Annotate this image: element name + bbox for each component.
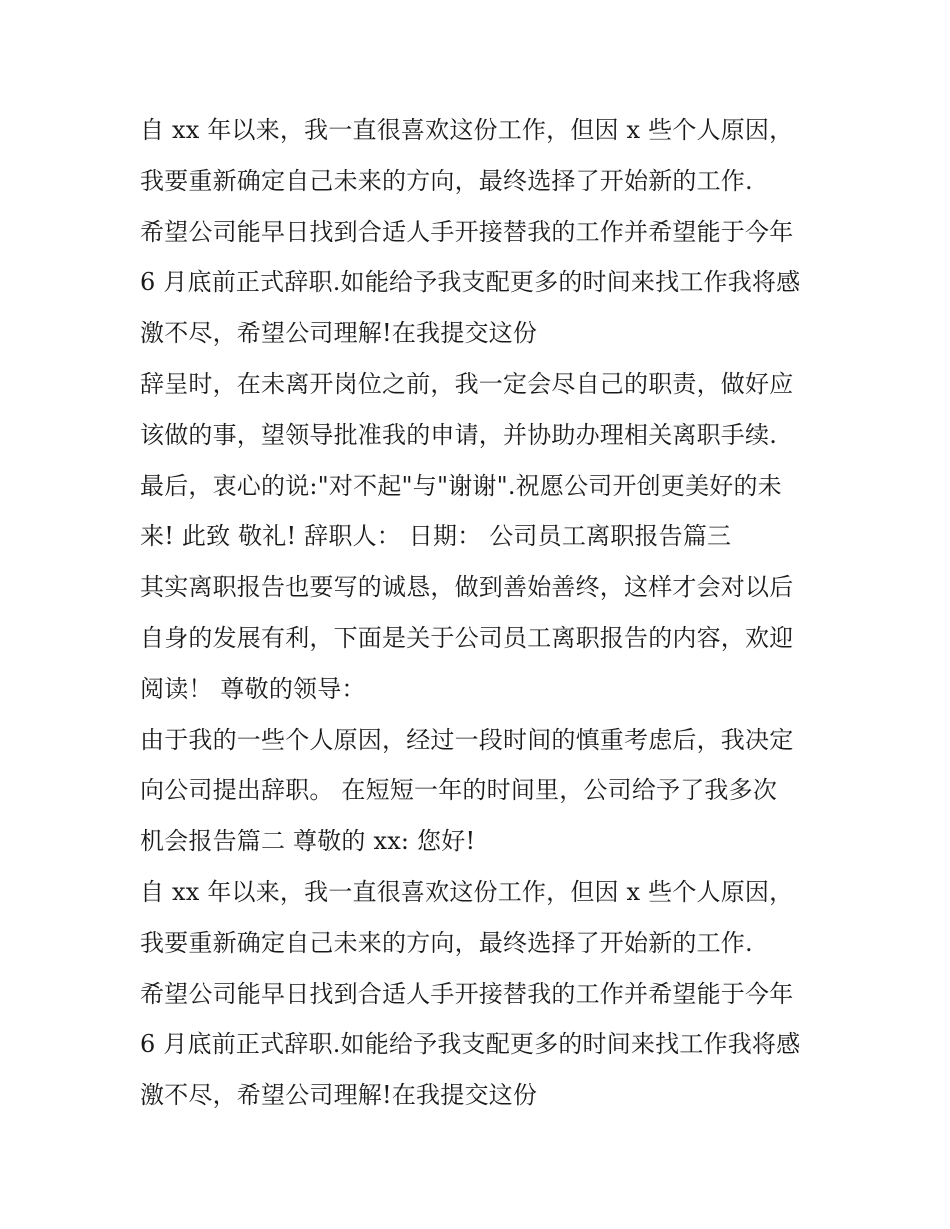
text-line: 6 月底前正式辞职.如能给予我支配更多的时间来找工作我将感 bbox=[140, 268, 801, 297]
text-line: 该做的事，望领导批准我的申请，并协助办理相关离职手续. bbox=[140, 420, 778, 449]
text-line: 我要重新确定自己未来的方向，最终选择了开始新的工作. bbox=[140, 166, 753, 195]
text-line: 来! 此致 敬礼! 辞职人： 日期： 公司员工离职报告篇三 bbox=[140, 522, 732, 551]
text-line: 激不尽，希望公司理解!在我提交这份 bbox=[140, 1081, 538, 1110]
text-line: 阅读！ 尊敬的领导： bbox=[140, 674, 366, 703]
text-line: 向公司提出辞职。 在短短一年的时间里，公司给予了我多次 bbox=[140, 776, 778, 805]
text-line: 最后，衷心的说:"对不起"与"谢谢".祝愿公司开创更美好的未 bbox=[140, 471, 782, 500]
text-line: 自 xx 年以来，我一直很喜欢这份工作，但因 x 些个人原因， bbox=[140, 877, 794, 906]
text-line: 希望公司能早日找到合适人手开接替我的工作并希望能于今年 bbox=[140, 979, 794, 1008]
text-line: 机会报告篇二 尊敬的 xx: 您好! bbox=[140, 827, 476, 856]
text-line: 其实离职报告也要写的诚恳，做到善始善终，这样才会对以后 bbox=[140, 573, 794, 602]
text-line: 希望公司能早日找到合适人手开接替我的工作并希望能于今年 bbox=[140, 217, 794, 246]
text-line: 由于我的一些个人原因，经过一段时间的慎重考虑后，我决定 bbox=[140, 725, 794, 754]
document-body bbox=[140, 108, 830, 1124]
text-line: 6 月底前正式辞职.如能给予我支配更多的时间来找工作我将感 bbox=[140, 1030, 801, 1059]
text-line: 辞呈时，在未离开岗位之前，我一定会尽自己的职责，做好应 bbox=[140, 369, 794, 398]
text-line: 自 xx 年以来，我一直很喜欢这份工作，但因 x 些个人原因， bbox=[140, 116, 794, 144]
text-line: 自身的发展有利，下面是关于公司员工离职报告的内容，欢迎 bbox=[140, 623, 794, 652]
text-line: 我要重新确定自己未来的方向，最终选择了开始新的工作. bbox=[140, 928, 753, 957]
text-line: 激不尽，希望公司理解!在我提交这份 bbox=[140, 319, 538, 348]
